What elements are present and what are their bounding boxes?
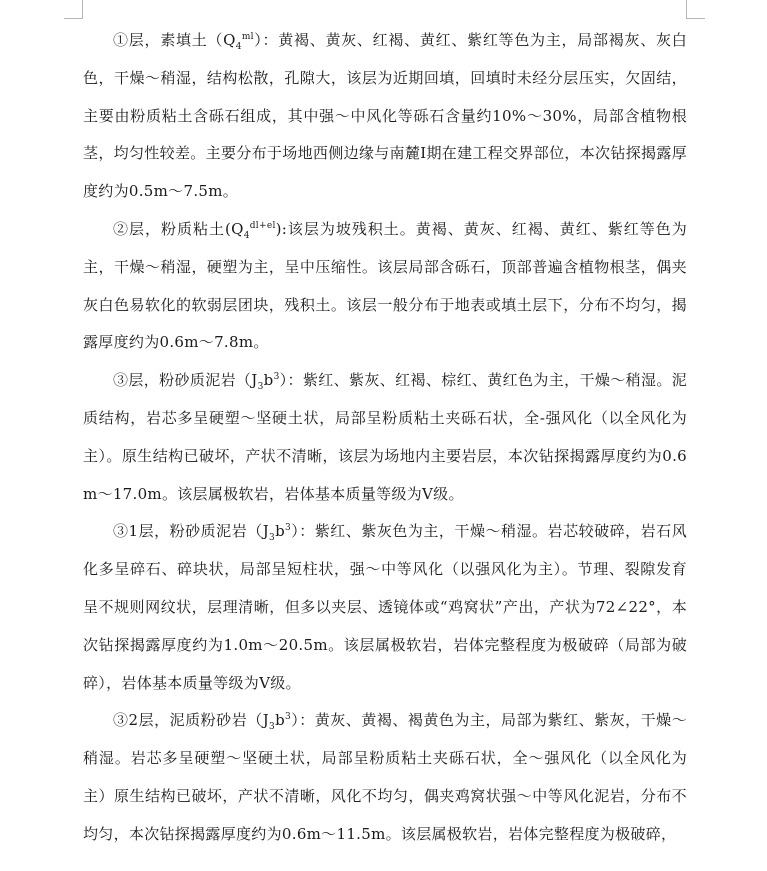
subscript: 3 [257,382,264,393]
text-run: ③层，粉砂质泥岩（J [113,371,258,390]
crop-mark-top-right [686,0,705,19]
paragraph-layer-3 [83,362,687,513]
subscript: 3 [269,533,276,544]
text-run: ）：紫红、紫灰、红褐、棕红、黄红色为主，干燥～稍湿。泥质结构，岩芯多呈硬塑～坚硬土状，局部呈粉质粘土夹砾石状，全-强风化（以全风化为主）。原生结构已破坏，产状不清晰，该层为场地内主要岩层，本次钻探揭露厚度约为0.6m～17.0m。该层属极软岩，岩体基本质量等级为Ⅴ级。 [83,371,688,503]
document-body [83,22,687,854]
text-run: ③1层，粉砂质泥岩（J [113,522,270,541]
superscript: 3 [284,523,292,534]
crop-mark-top-left [64,0,83,19]
superscript: dl+el [249,220,276,231]
subscript: 3 [269,722,276,733]
text-run: ③2层，泥质粉砂岩（J [113,711,270,730]
text-run: ）：黄褐、黄灰、红褐、黄红、紫红等色为主，局部褐灰、灰白色，干燥～稍湿，结构松散，孔隙大，该层为近期回填，回填时未经分层压实，欠固结，主要由粉质粘土含砾石组成，其中强～中风化等砾石含量约10%～30%，局部含植物根茎，均匀性较差。主要分布于场地西侧边缘与南麓Ⅰ期在建工程交界部位，本次钻探揭露厚度约为0.5m～7.5m。 [83,31,688,201]
paragraph-layer-3-1 [83,513,687,702]
paragraph-layer-3-2 [83,702,687,853]
paragraph-layer-1 [83,22,687,211]
text-run: ）：黄灰、黄褐、褐黄色为主，局部为紫红、紫灰，干燥～稍湿。岩芯多呈硬塑～坚硬土状，局部呈粉质粘土夹砾石状，全～强风化（以全风化为主）原生结构已破坏，产状不清晰，风化不均匀，偶夹鸡窝状强～中等风化泥岩，分布不均匀，本次钻探揭露厚度约为0.6m～11.5m。该层属极软岩，岩体完整程度为极破碎， [83,711,687,843]
text-run: ②层，粉质粘土(Q [113,219,244,238]
subscript: 4 [243,230,250,241]
text-run: b [263,371,274,390]
text-run: ):该层为坡残积土。黄褐、黄灰、红褐、黄红、紫红等色为主，干燥～稍湿，硬塑为主，呈中压缩性。该层局部含砾石，顶部普遍含植物根茎，偶夹灰白色易软化的软弱层团块，残积土。该层一般分布于地表或填土层下，分布不均匀，揭露厚度约为0.6m～7.8m。 [83,219,687,352]
text-run: ）：紫红、紫灰色为主，干燥～稍湿。岩芯较破碎，岩石风化多呈碎石、碎块状，局部呈短柱状，强～中等风化（以强风化为主）。节理、裂隙发育呈不规则网纹状，层理清晰，但多以夹层、透镜体或“鸡窝状”产出，产状为72∠22°，本次钻探揭露厚度约为1.0m～20.5m。该层属极软岩，岩体完整程度为极破碎（局部为破碎），岩体基本质量等级为Ⅴ级。 [83,522,687,692]
paragraph-layer-2 [83,211,687,362]
text-run: ①层，素填土（Q [113,31,236,49]
subscript: 4 [235,42,242,52]
superscript: 3 [284,712,292,723]
superscript: ml [241,32,254,42]
superscript: 3 [273,372,280,383]
text-run: b [275,711,285,730]
text-run: b [275,522,285,541]
